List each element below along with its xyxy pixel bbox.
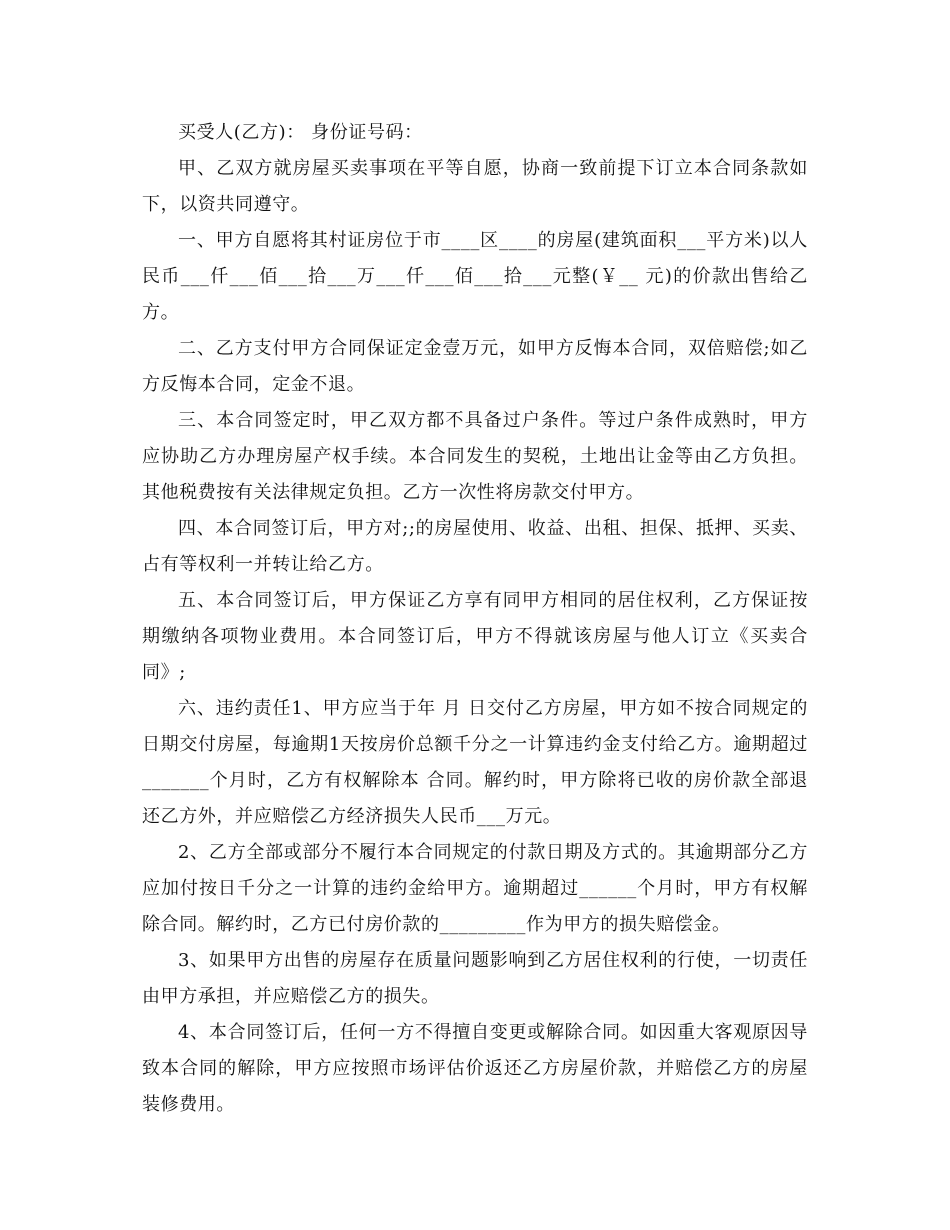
buyer-id-line: 买受人(乙方)： 身份证号码： [178, 122, 423, 143]
clause-6-paragraph: 六、违约责任1、甲方应当于年 月 日交付乙方房屋，甲方如不按合同规定的日期交付房屋，每逾期1天按房价总额千分之一计算违约金支付给乙方。逾期超过_______个月时，乙方有权解除本 合同。解约时，甲方除将已收的房价款全部退还乙方外，并应赔偿乙方经济损失人民币___万元。 [142, 698, 808, 827]
clause-6-item-3-paragraph: 3、如果甲方出售的房屋存在质量问题影响到乙方居住权利的行使，一切责任由甲方承担，并应赔偿乙方的损失。 [142, 950, 808, 1007]
clause-6-item-4-paragraph: 4、本合同签订后，任何一方不得擅自变更或解除合同。如因重大客观原因导致本合同的解除，甲方应按照市场评估价返还乙方房屋价款，并赔偿乙方的房屋装修费用。 [142, 1022, 808, 1115]
clause-3-paragraph: 三、本合同签定时，甲乙双方都不具备过户条件。等过户条件成熟时，甲方应协助乙方办理房屋产权手续。本合同发生的契税，土地出让金等由乙方负担。其他税费按有关法律规定负担。乙方一次性将房款交付甲方。 [142, 410, 808, 503]
clause-4-paragraph: 四、本合同签订后，甲方对;;的房屋使用、收益、出租、担保、抵押、买卖、占有等权利一并转让给乙方。 [142, 518, 808, 575]
clause-5-paragraph: 五、本合同签订后，甲方保证乙方享有同甲方相同的居住权利，乙方保证按期缴纳各项物业费用。本合同签订后，甲方不得就该房屋与他人订立《买卖合同》; [142, 590, 808, 683]
contract-body [142, 115, 808, 1123]
clause-1-paragraph: 一、甲方自愿将其村证房位于市____区____的房屋(建筑面积___平方米)以人民币___仟___佰___拾___万___仟___佰___拾___元整(￥__ 元)的价款出售给乙方。 [142, 230, 808, 323]
clause-6-item-2-paragraph: 2、乙方全部或部分不履行本合同规定的付款日期及方式的。其逾期部分乙方应加付按日千分之一计算的违约金给甲方。逾期超过______个月时，甲方有权解除合同。解约时，乙方已付房价款的_________作为甲方的损失赔偿金。 [142, 842, 808, 935]
clause-2-paragraph: 二、乙方支付甲方合同保证定金壹万元，如甲方反悔本合同，双倍赔偿;如乙方反悔本合同，定金不退。 [142, 338, 808, 395]
preamble-paragraph: 甲、乙双方就房屋买卖事项在平等自愿，协商一致前提下订立本合同条款如下，以资共同遵守。 [142, 158, 808, 215]
